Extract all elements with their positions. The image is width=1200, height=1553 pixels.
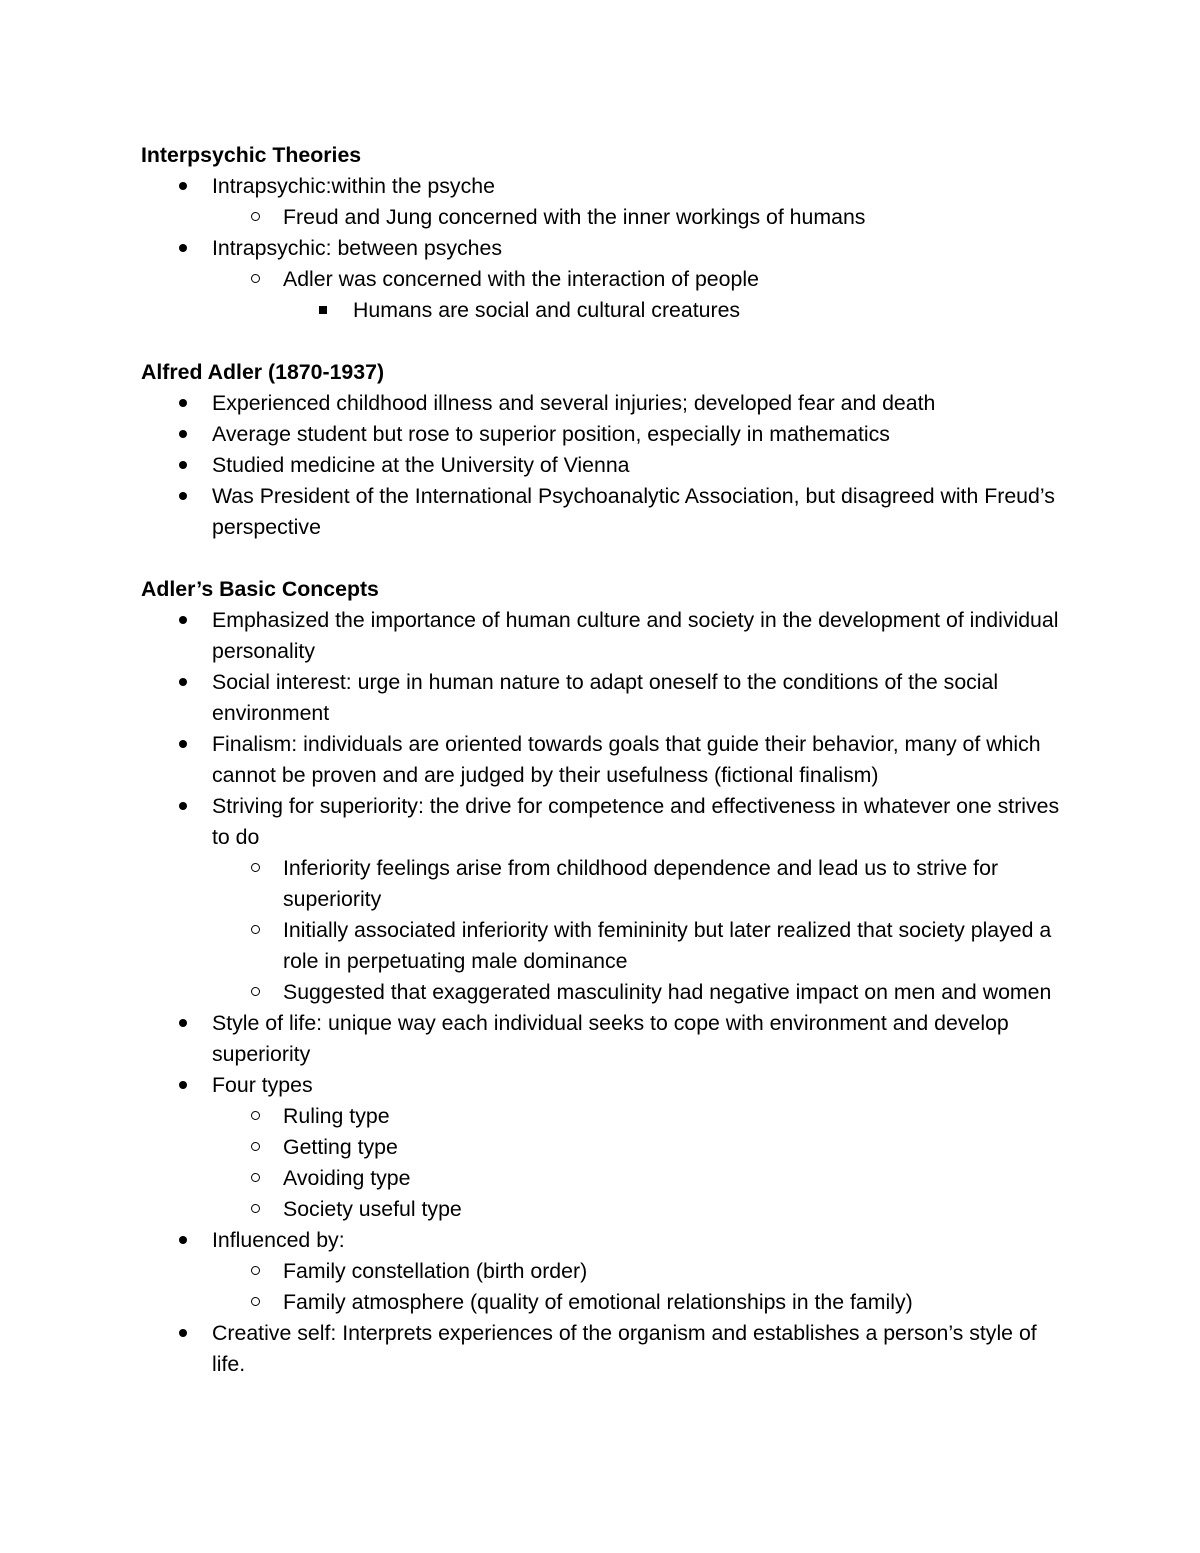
hollow-bullet-icon: [251, 1163, 260, 1194]
list-item-text: Creative self: Interprets experiences of the organism and establishes a person’s style of life.: [212, 1321, 1037, 1376]
section-spacer: [141, 326, 1071, 357]
section-heading: Interpsychic Theories: [141, 143, 362, 167]
hollow-bullet-icon: [251, 202, 260, 233]
hollow-bullet-icon: [251, 853, 260, 884]
section-heading: Alfred Adler (1870-1937): [141, 360, 385, 384]
filled-bullet-icon: [179, 388, 187, 419]
filled-bullet-icon: [179, 605, 187, 636]
list-item: [141, 233, 1071, 264]
hollow-bullet-icon: [251, 1101, 260, 1132]
list-item-text: Average student but rose to superior position, especially in mathematics: [212, 422, 890, 446]
filled-bullet-icon: [179, 791, 187, 822]
list-item-text: Suggested that exaggerated masculinity had negative impact on men and women: [283, 980, 1052, 1004]
list-item: [141, 1194, 1071, 1225]
bullet-list: [141, 605, 1071, 1380]
filled-bullet-icon: [179, 481, 187, 512]
list-item: [141, 977, 1071, 1008]
list-item-text: Striving for superiority: the drive for competence and effectiveness in whatever one strives to do: [212, 794, 1060, 849]
list-item-text: Intrapsychic:within the psyche: [212, 174, 495, 198]
list-item-text: Inferiority feelings arise from childhood dependence and lead us to strive for superiority: [283, 856, 999, 911]
document-body: [141, 140, 1071, 1380]
list-item-text: Studied medicine at the University of Vienna: [212, 453, 630, 477]
list-item-text: Society useful type: [283, 1197, 462, 1221]
list-item-text: Emphasized the importance of human culture and society in the development of individual personality: [212, 608, 1059, 663]
list-item: [141, 1163, 1071, 1194]
list-item: [141, 915, 1071, 977]
list-item-text: Influenced by:: [212, 1228, 345, 1252]
list-item-text: Finalism: individuals are oriented towards goals that guide their behavior, many of which cannot be proven and are judged by their usefulness (fictional finalism): [212, 732, 1041, 787]
filled-bullet-icon: [179, 171, 187, 202]
list-item: [141, 667, 1071, 729]
list-item-text: Getting type: [283, 1135, 398, 1159]
hollow-bullet-icon: [251, 1194, 260, 1225]
list-item: [141, 171, 1071, 202]
bullet-list: [141, 171, 1071, 326]
filled-bullet-icon: [179, 419, 187, 450]
list-item-text: Intrapsychic: between psyches: [212, 236, 503, 260]
hollow-bullet-icon: [251, 915, 260, 946]
list-item-text: Social interest: urge in human nature to adapt oneself to the conditions of the social environment: [212, 670, 999, 725]
list-item-text: Family constellation (birth order): [283, 1259, 588, 1283]
list-item: [141, 729, 1071, 791]
filled-bullet-icon: [179, 1318, 187, 1349]
section-heading: Adler’s Basic Concepts: [141, 577, 379, 601]
section-spacer: [141, 543, 1071, 574]
list-item: [141, 1132, 1071, 1163]
list-item: [141, 450, 1071, 481]
list-item-text: Four types: [212, 1073, 313, 1097]
list-item: [141, 1318, 1071, 1380]
list-item: [141, 1225, 1071, 1256]
list-item: [141, 388, 1071, 419]
list-item: [141, 1256, 1071, 1287]
list-item: [141, 1008, 1071, 1070]
list-item-text: Humans are social and cultural creatures: [353, 298, 741, 322]
hollow-bullet-icon: [251, 1132, 260, 1163]
list-item: [141, 264, 1071, 295]
list-item: [141, 295, 1071, 326]
list-item: [141, 791, 1071, 853]
filled-bullet-icon: [179, 729, 187, 760]
filled-bullet-icon: [179, 233, 187, 264]
bullet-list: [141, 388, 1071, 543]
hollow-bullet-icon: [251, 1256, 260, 1287]
list-item-text: Family atmosphere (quality of emotional relationships in the family): [283, 1290, 913, 1314]
filled-bullet-icon: [179, 667, 187, 698]
hollow-bullet-icon: [251, 264, 260, 295]
list-item: [141, 853, 1071, 915]
list-item-text: Avoiding type: [283, 1166, 411, 1190]
square-bullet-icon: [319, 295, 327, 326]
list-item: [141, 1070, 1071, 1101]
list-item: [141, 605, 1071, 667]
filled-bullet-icon: [179, 1070, 187, 1101]
filled-bullet-icon: [179, 450, 187, 481]
list-item-text: Initially associated inferiority with femininity but later realized that society played a role in perpetuating male dominance: [283, 918, 1052, 973]
hollow-bullet-icon: [251, 977, 260, 1008]
list-item-text: Experienced childhood illness and several injuries; developed fear and death: [212, 391, 936, 415]
list-item-text: Freud and Jung concerned with the inner workings of humans: [283, 205, 866, 229]
list-item: [141, 1287, 1071, 1318]
list-item: [141, 1101, 1071, 1132]
filled-bullet-icon: [179, 1225, 187, 1256]
list-item: [141, 481, 1071, 543]
hollow-bullet-icon: [251, 1287, 260, 1318]
list-item-text: Was President of the International Psychoanalytic Association, but disagreed with Freud’s perspective: [212, 484, 1055, 539]
list-item: [141, 419, 1071, 450]
list-item-text: Adler was concerned with the interaction of people: [283, 267, 759, 291]
list-item: [141, 202, 1071, 233]
filled-bullet-icon: [179, 1008, 187, 1039]
list-item-text: Ruling type: [283, 1104, 390, 1128]
list-item-text: Style of life: unique way each individual seeks to cope with environment and develop superiority: [212, 1011, 1009, 1066]
